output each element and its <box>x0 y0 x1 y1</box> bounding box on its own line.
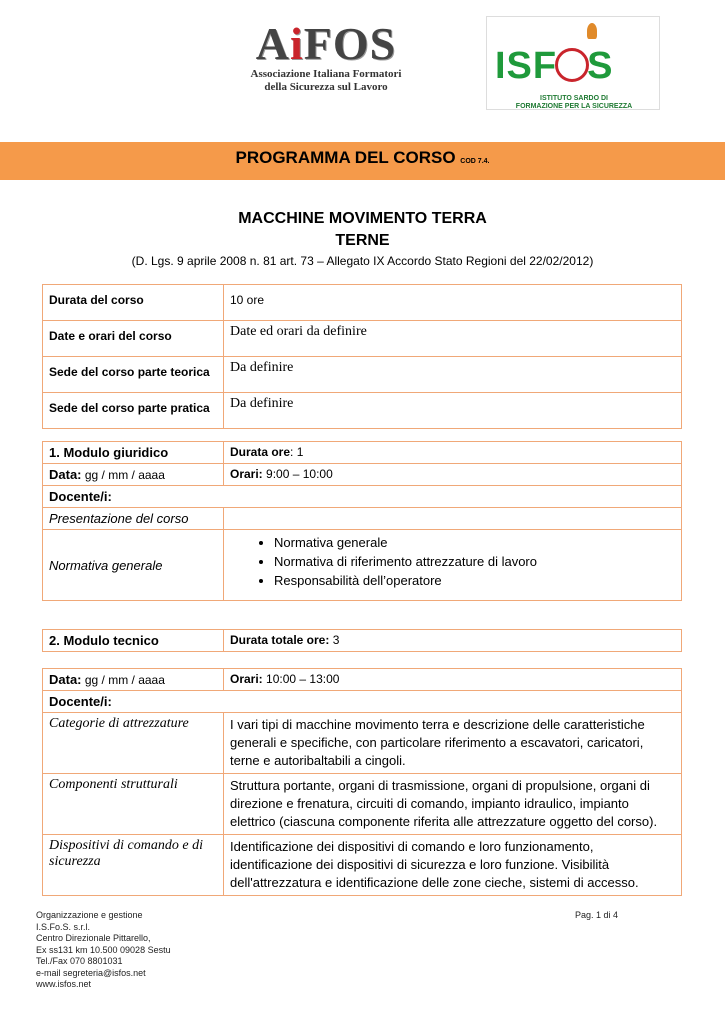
module-time: Orari: 10:00 – 13:00 <box>224 669 682 691</box>
table-row <box>43 835 682 896</box>
isfos-wordmark: ISF S <box>495 45 614 87</box>
footer-email[interactable]: e-mail segreteria@isfos.net <box>36 967 146 978</box>
page-title: PROGRAMMA DEL CORSO COD 7.4. <box>235 148 490 167</box>
list-item: • Normativa di riferimento attrezzature di lavoro <box>274 552 675 571</box>
isfos-subtitle: ISTITUTO SARDO DI FORMAZIONE PER LA SICUREZZA <box>515 95 633 110</box>
topic-label: Presentazione del corso <box>43 508 224 530</box>
topic-label: Componenti strutturali <box>43 774 224 835</box>
table-row <box>43 486 682 508</box>
list-item: • Normativa generale <box>274 533 675 552</box>
topic-label: Categorie di attrezzature <box>43 713 224 774</box>
course-reference: (D. Lgs. 9 aprile 2008 n. 81 art. 73 – Allegato IX Accordo Stato Regioni del 22/02/2012) <box>131 254 594 268</box>
bullet-list <box>230 533 675 590</box>
course-subtitle: TERNE <box>335 232 390 249</box>
list-item: • Responsabilità dell’operatore <box>274 571 675 590</box>
torch-icon <box>587 23 597 39</box>
table-row <box>43 508 682 530</box>
topic-description: Struttura portante, organi di trasmissione, organi di propulsione, organi di direzione e frenatura, circuiti di comando, impianto idraulico, impianto elettrico (ciascuna componente riferita alle attrezzature oggetto del corso). <box>224 774 682 835</box>
table-row <box>43 357 682 393</box>
table-row <box>43 321 682 357</box>
topic-content <box>224 530 682 601</box>
table-row <box>43 669 682 691</box>
module-teacher: Docente/i: <box>43 691 682 713</box>
aifos-subtitle-2: della Sicurezza sul Lavoro <box>264 81 388 93</box>
table-row <box>43 464 682 486</box>
table-row <box>43 691 682 713</box>
info-value: Da definire <box>224 357 682 393</box>
info-value: Da definire <box>224 393 682 429</box>
aifos-subtitle-1: Associazione Italiana Formatori <box>250 68 402 80</box>
info-value: 10 ore <box>224 285 682 321</box>
module-2-table <box>42 668 682 896</box>
info-label: Sede del corso parte teorica <box>43 357 224 393</box>
course-info-table <box>42 284 682 429</box>
module-2-header-table <box>42 629 682 652</box>
module-date: Data: gg / mm / aaaa <box>43 464 224 486</box>
module-title: 2. Modulo tecnico <box>43 630 224 652</box>
table-row <box>43 285 682 321</box>
topic-content <box>224 508 682 530</box>
footer-address: Organizzazione e gestione I.S.Fo.S. s.r.l. Centro Direzionale Pittarello, Ex ss131 km 10.500 09028 Sestu Tel./Fax 070 8801031 e-mail segreteria@isfos.net www.isfos.net <box>36 910 171 989</box>
module-duration: Durata ore: 1 <box>224 442 682 464</box>
globe-icon <box>555 48 589 82</box>
info-label: Durata del corso <box>43 285 224 321</box>
footer-website[interactable]: www.isfos.net <box>36 979 92 989</box>
course-code: COD 7.4. <box>460 158 490 165</box>
course-title: MACCHINE MOVIMENTO TERRA <box>238 210 487 227</box>
info-value: Date ed orari da definire <box>224 321 682 357</box>
table-row <box>43 442 682 464</box>
topic-description: I vari tipi di macchine movimento terra e descrizione delle caratteristiche generali e specifiche, con particolare riferimento a escavatori, caricatori, terne e autoribaltabili a cingoli. <box>224 713 682 774</box>
page-number: Pag. 1 di 4 <box>575 910 619 920</box>
table-row <box>43 530 682 601</box>
module-1-table <box>42 441 682 601</box>
module-duration: Durata totale ore: 3 <box>224 630 682 652</box>
module-date: Data: gg / mm / aaaa <box>43 669 224 691</box>
module-teacher: Docente/i: <box>43 486 682 508</box>
module-title: 1. Modulo giuridico <box>43 442 224 464</box>
aifos-wordmark: AiFOS <box>255 18 397 69</box>
table-row <box>43 774 682 835</box>
topic-label: Normativa generale <box>43 530 224 601</box>
table-row <box>43 713 682 774</box>
info-label: Sede del corso parte pratica <box>43 393 224 429</box>
table-row <box>43 630 682 652</box>
info-label: Date e orari del corso <box>43 321 224 357</box>
module-time: Orari: 9:00 – 10:00 <box>224 464 682 486</box>
isfos-logo <box>486 16 660 110</box>
table-row <box>43 393 682 429</box>
aifos-logo <box>236 20 416 94</box>
topic-label: Dispositivi di comando e di sicurezza <box>43 835 224 896</box>
topic-description: Identificazione dei dispositivi di comando e loro funzionamento, identificazione dei dispositivi di sicurezza e loro funzione. Visibilità dell'attrezzatura e identificazione delle zone cieche, sistemi di accesso. <box>224 835 682 896</box>
